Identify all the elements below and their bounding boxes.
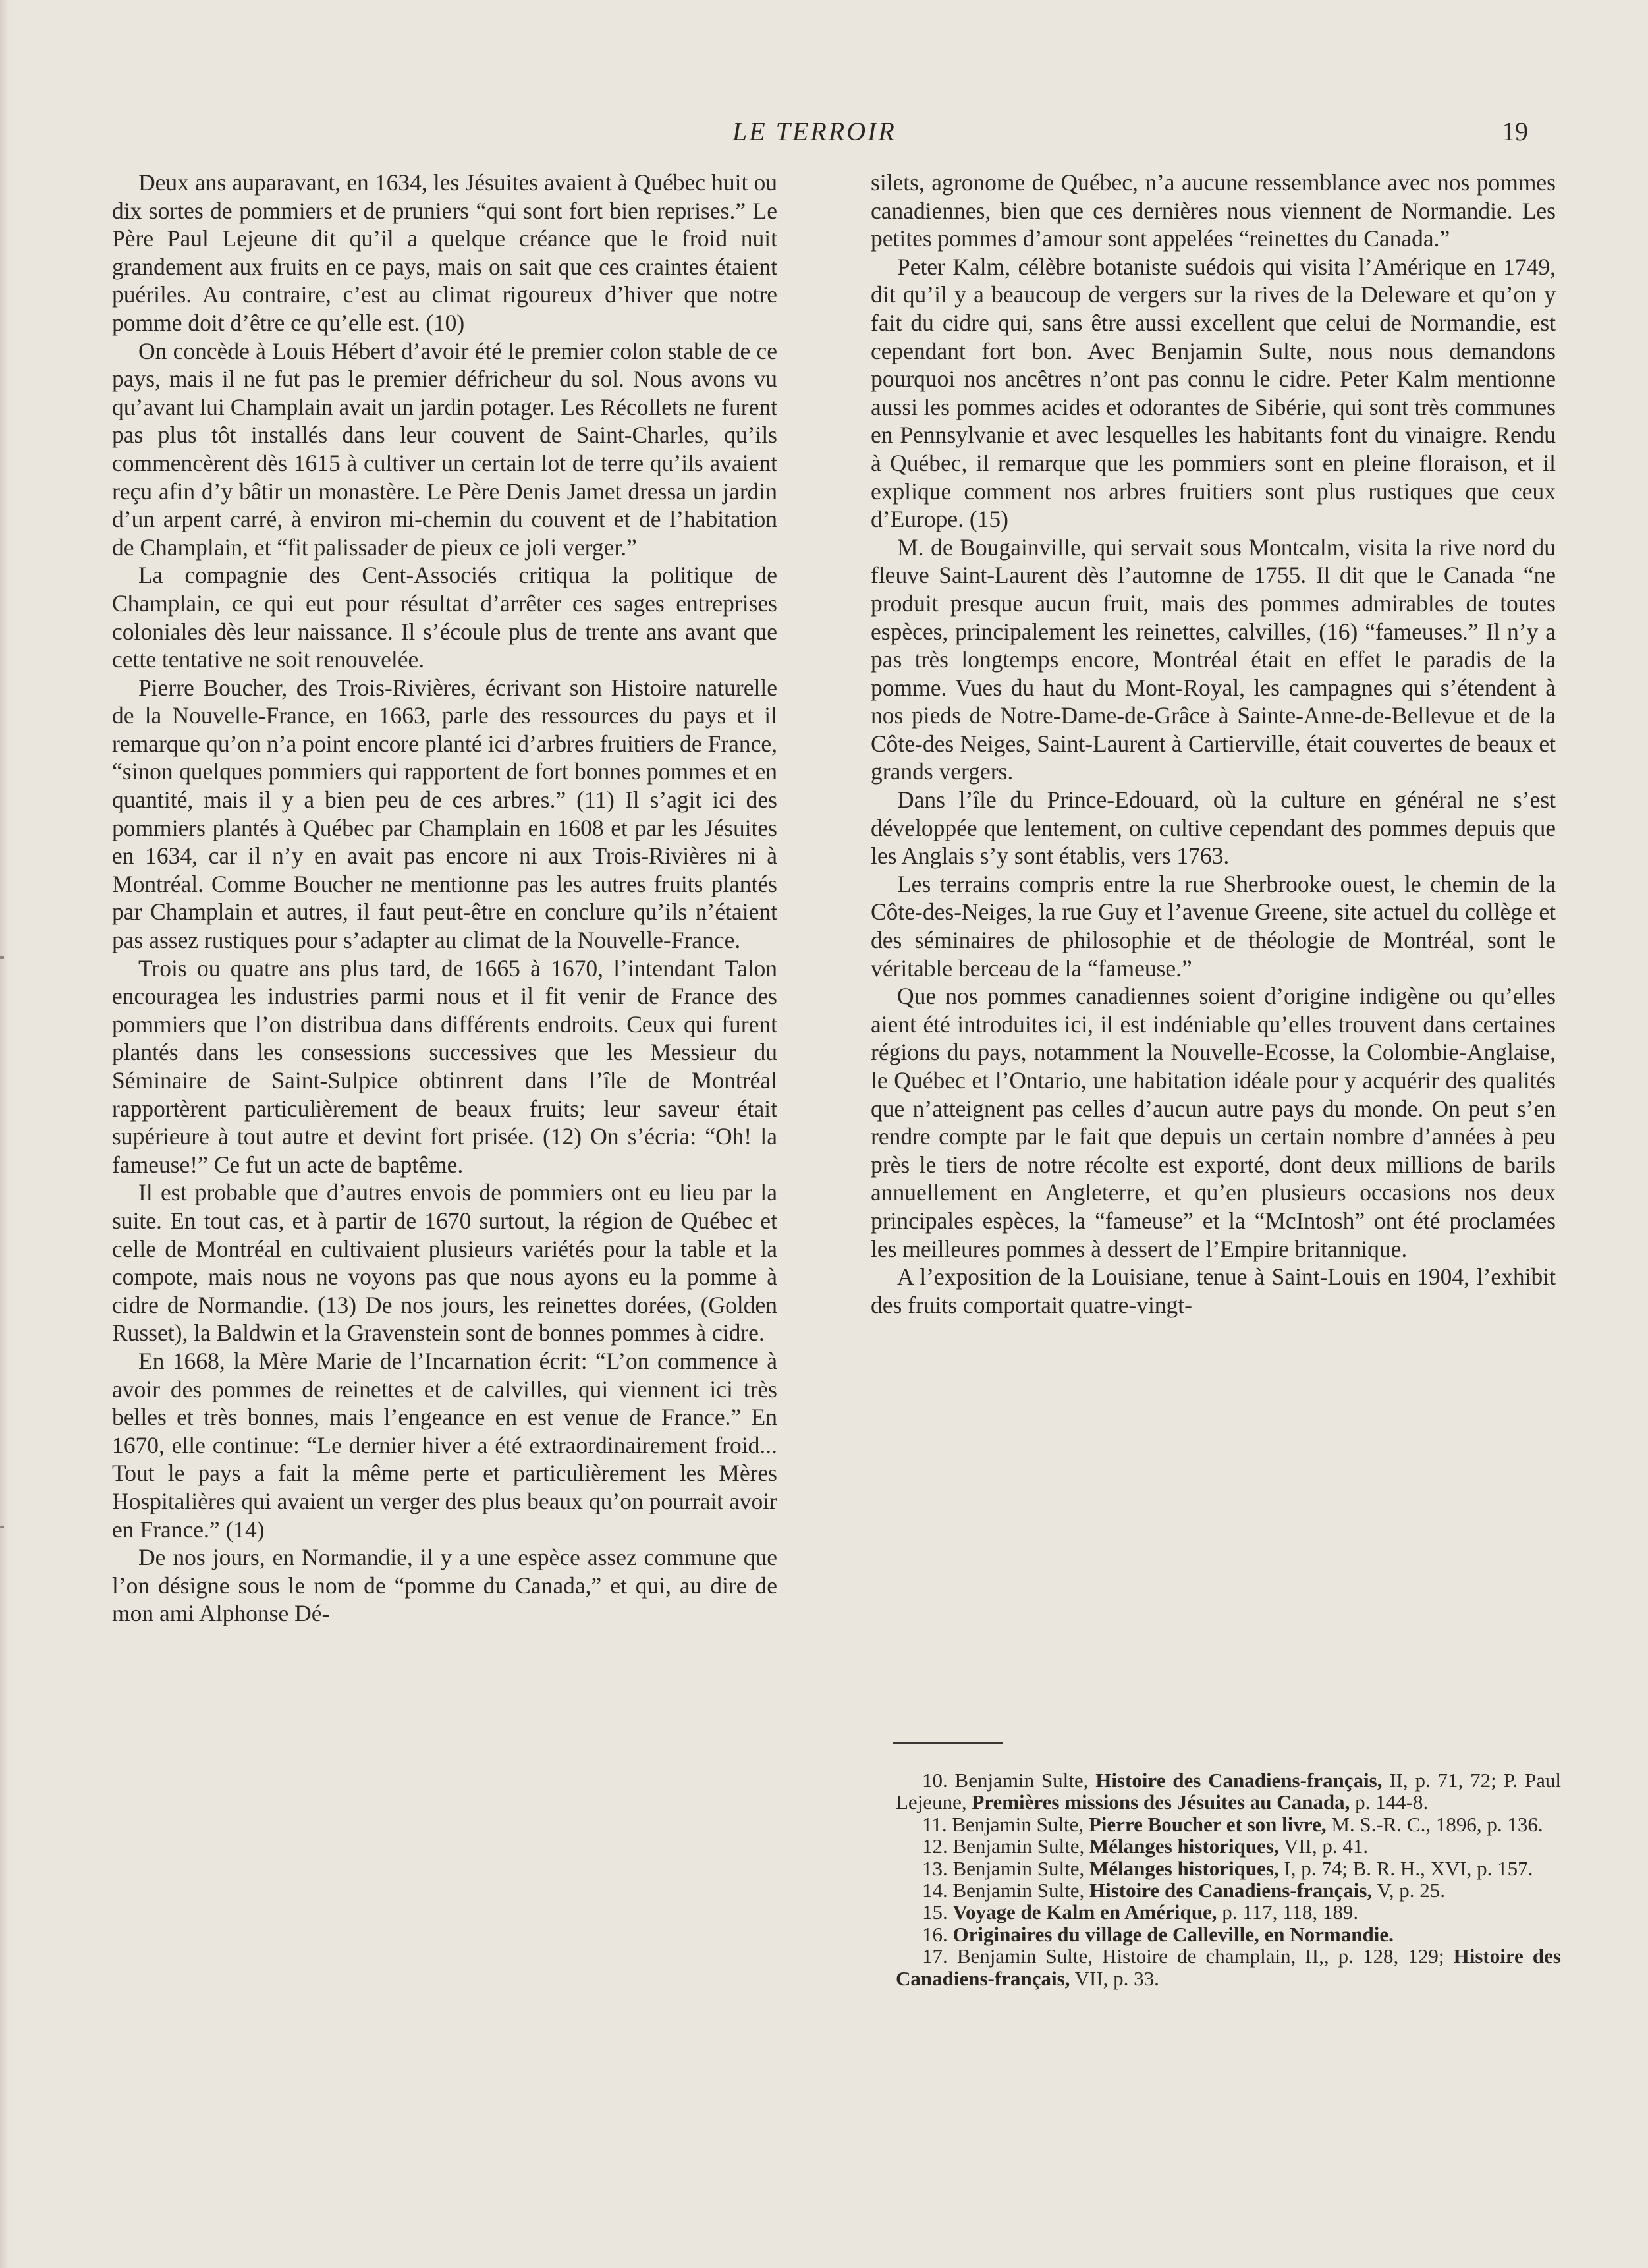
margin-mark (0, 1526, 4, 1528)
paragraph: Les terrains compris entre la rue Sherbrooke ouest, le chemin de la Côte-des-Neiges, la rue Guy et l’avenue Greene, site actuel du collège et des séminaires de philosophie et de théologie de Montréal, sont le véritable berceau de la “fameuse.” (871, 870, 1556, 982)
page-number: 19 (1502, 117, 1528, 146)
footnote (896, 1945, 1561, 1989)
paragraph: Que nos pommes canadiennes soient d’origine indigène ou qu’elles aient été introduites ici, il est indéniable qu’elles trouvent dans certaines régions du pays, notamment la Nouvelle-Ecosse, la Colombie-Anglaise, le Québec et l’Ontario, une habitation idéale pour y acquérir des qualités que n’atteignent pas celles d’aucun autre pays du monde. On peut s’en rendre compte par le fait que depuis un certain nombre d’années à peu près le tiers de notre récolte est exporté, dont deux millions de barils annuellement en Angleterre, et qu’en plusieurs occasions nos deux principales espèces, la “fameuse” et la “McIntosh” ont été proclamées les meilleures pommes à dessert de l’Empire britannique. (871, 983, 1556, 1262)
paragraph: On concède à Louis Hébert d’avoir été le premier colon stable de ce pays, mais il ne fut pas le premier défricheur du sol. Nous avons vu qu’avant lui Champlain avait un jardin potager. Les Récollets ne furent pas plus tôt installés dans leur couvent de Saint-Charles, qu’ils commencèrent dès 1615 à cultiver un certain lot de terre qu’ils avaient reçu afin d’y bâtir un monastère. Le Père Denis Jamet dressa un jardin d’un arpent carré, à environ mi-chemin du couvent et de l’habitation de Champlain, et “fit palissader de pieux ce joli verger.” (112, 337, 777, 561)
footnote-text: II, p. 71, 72; P. Paul Lejeune, (896, 1769, 1561, 1814)
left-column (112, 169, 777, 1628)
right-column (871, 169, 1556, 1319)
footnote (896, 1813, 1561, 1835)
footnote-text: 14. Benjamin Sulte, (922, 1879, 1090, 1902)
paragraph-continuation: silets, agronome de Québec, n’a aucune ressemblance avec nos pommes canadiennes, bien que ces dernières nous viennent de Normandie. Les petites pommes d’amour sont appelées “reinettes du Canada.” (871, 169, 1556, 252)
footnote-title: Premières missions des Jésuites au Canada, (972, 1790, 1350, 1814)
footnote (896, 1769, 1561, 1813)
footnote-title: Originaires du village de Calleville, en Normandie. (952, 1922, 1394, 1946)
footnote-title: Mélanges historiques, (1089, 1856, 1279, 1880)
footnote-text: 12. Benjamin Sulte, (922, 1835, 1090, 1858)
paragraph: Pierre Boucher, des Trois-Rivières, écrivant son Histoire naturelle de la Nouvelle-France, en 1663, parle des ressources du pays et il remarque qu’on n’a point encore planté ici d’arbres fruitiers de France, “sinon quelques pommiers qui rapportent de fort bonnes pommes et en quantité, mais il y a bien peu de ces arbres.” (11) Il s’agit ici des pommiers plantés à Québec par Champlain en 1608 et par les Jésuites en 1634, car il n’y en avait pas encore ni aux Trois-Rivières ni à Montréal. Comme Boucher ne mentionne pas les autres fruits plantés par Champlain et autres, il faut peut-être en conclure qu’ils n’étaient pas assez rustiques pour s’adapter au climat de la Nouvelle-France. (112, 674, 777, 954)
footnote (896, 1835, 1561, 1857)
paragraph: En 1668, la Mère Marie de l’Incarnation écrit: “L’on commence à avoir des pommes de reinettes et de calvilles, qui viennent ici très belles et très bonnes, mais l’engeance en est venue de France.” En 1670, elle continue: “Le dernier hiver a été extraordinairement froid... Tout le pays a fait la même perte et particulièrement les Mères Hospitalières qui avaient un verger des plus beaux qu’on pourrait avoir en France.” (14) (112, 1347, 777, 1543)
footnote (896, 1879, 1561, 1901)
footnote (896, 1858, 1561, 1879)
running-title: LE TERROIR (732, 117, 896, 146)
paragraph: Peter Kalm, célèbre botaniste suédois qui visita l’Amérique en 1749, dit qu’il y a beaucoup de vergers sur la rives de la Deleware et qu’on y fait du cidre qui, sans être aussi excellent que celui de Normandie, est cependant fort bon. Avec Benjamin Sulte, nous nous demandons pourquoi nos ancêtres n’ont pas connu le cidre. Peter Kalm mentionne aussi les pommes acides et odorantes de Sibérie, qui sont très communes en Pennsylvanie et avec lesquelles les habitants font du vinaigre. Rendu à Québec, il remarque que les pommiers sont en pleine floraison, et il explique comment nos arbres fruitiers sont plus rustiques que ceux d’Europe. (15) (871, 253, 1556, 533)
paragraph: A l’exposition de la Louisiane, tenue à Saint-Louis en 1904, l’exhibit des fruits comportait quatre-vingt- (871, 1263, 1556, 1318)
footnote-text: I, p. 74; B. R. H., XVI, p. 157. (1278, 1856, 1533, 1880)
footnote-title: Histoire des Canadiens-français, (1095, 1769, 1383, 1792)
paragraph: La compagnie des Cent-Associés critiqua la politique de Champlain, ce qui eut pour résultat d’arrêter ces sages entreprises coloniales dès leur naissance. Il s’écoule plus de trente ans avant que cette tentative ne soit renouvelée. (112, 562, 777, 673)
running-header (0, 116, 1648, 155)
footnote-title: Mélanges historiques, (1089, 1835, 1279, 1858)
footnote-text: 15. (922, 1900, 953, 1924)
paragraph: Il est probable que d’autres envois de pommiers ont eu lieu par la suite. En tout cas, et à partir de 1670 surtout, la région de Québec et celle de Montréal en cultivaient plusieurs variétés pour la table et la compote, mais nous ne voyons pas que nous ayons eu la pomme à cidre de Normandie. (13) De nos jours, les reinettes dorées, (Golden Russet), la Baldwin et la Gravenstein sont de bonnes pommes à cidre. (112, 1179, 777, 1346)
footnote-text: 17. Benjamin Sulte, Histoire de champlain, II,, p. 128, 129; (922, 1945, 1454, 1968)
paragraph: Trois ou quatre ans plus tard, de 1665 à 1670, l’intendant Talon encouragea les industries parmi nous et il fit venir de France des pommiers que l’on distribua dans différents endroits. Ceux qui furent plantés dans les consessions successives que les Messieur du Séminaire de Saint-Sulpice obtinrent dans l’île de Montréal rapportèrent particulièrement de beaux fruits; leur saveur était supérieure à tout autre et devint fort prisée. (12) On s’écria: “Oh! la fameuse!” Ce fut un acte de baptême. (112, 954, 777, 1178)
footnote (896, 1901, 1561, 1923)
footnote-title: Pierre Boucher et son livre, (1088, 1812, 1327, 1836)
footnote-text: V, p. 25. (1372, 1879, 1445, 1902)
footnote-text: VII, p. 41. (1278, 1835, 1369, 1858)
footnote-rule (893, 1742, 1003, 1744)
margin-mark (0, 956, 4, 959)
footnote-text: M. S.-R. C., 1896, p. 136. (1326, 1812, 1543, 1836)
footnote-title: Histoire des Canadiens-français, (896, 1945, 1561, 1990)
footnote-title: Voyage de Kalm en Amérique, (952, 1900, 1217, 1924)
footnote-text: p. 117, 118, 189. (1217, 1900, 1359, 1924)
footnote-text: 13. Benjamin Sulte, (922, 1856, 1090, 1880)
footnotes (896, 1769, 1561, 1989)
paragraph: De nos jours, en Normandie, il y a une espèce assez commune que l’on désigne sous le nom de “pomme du Canada,” et qui, au dire de mon ami Alphonse Dé- (112, 1544, 777, 1627)
footnote (896, 1923, 1561, 1945)
footnote-text: 10. Benjamin Sulte, (922, 1769, 1096, 1792)
footnote-text: 16. (922, 1922, 953, 1946)
paragraph: Dans l’île du Prince-Edouard, où la culture en général ne s’est développée que lentement, on cultive cependant des pommes depuis que les Anglais s’y sont établis, vers 1763. (871, 787, 1556, 870)
paragraph: M. de Bougainville, qui servait sous Montcalm, visita la rive nord du fleuve Saint-Laurent dès l’automne de 1755. Il dit que le Canada “ne produit presque aucun fruit, mais des pommes admirables de toutes espèces, principalement les reinettes, calvilles, (16) “fameuses.” Il n’y a pas très longtemps encore, Montréal était en effet le paradis de la pomme. Vues du haut du Mont-Royal, les campagnes qui s’étendent à nos pieds de Notre-Dame-de-Grâce à Sainte-Anne-de-Bellevue et de la Côte-des Neiges, Saint-Laurent à Cartierville, était couvertes de beaux et grands vergers. (871, 534, 1556, 785)
footnote-title: Histoire des Canadiens-français, (1089, 1879, 1373, 1902)
footnote-text: 11. Benjamin Sulte, (922, 1812, 1089, 1836)
footnote-text: p. 144-8. (1350, 1790, 1429, 1814)
page-edge-shadow (0, 0, 9, 2268)
footnote-text: VII, p. 33. (1070, 1966, 1159, 1990)
paragraph: Deux ans auparavant, en 1634, les Jésuites avaient à Québec huit ou dix sortes de pommiers et de pruniers “qui sont fort bien reprises.” Le Père Paul Lejeune dit qu’il a quelque créance que le froid nuit grandement aux fruits en ce pays, mais on sait que ces craintes étaient puériles. Au contraire, c’est au climat rigoureux d’hiver que notre pomme doit d’être ce qu’elle est. (10) (112, 169, 777, 336)
